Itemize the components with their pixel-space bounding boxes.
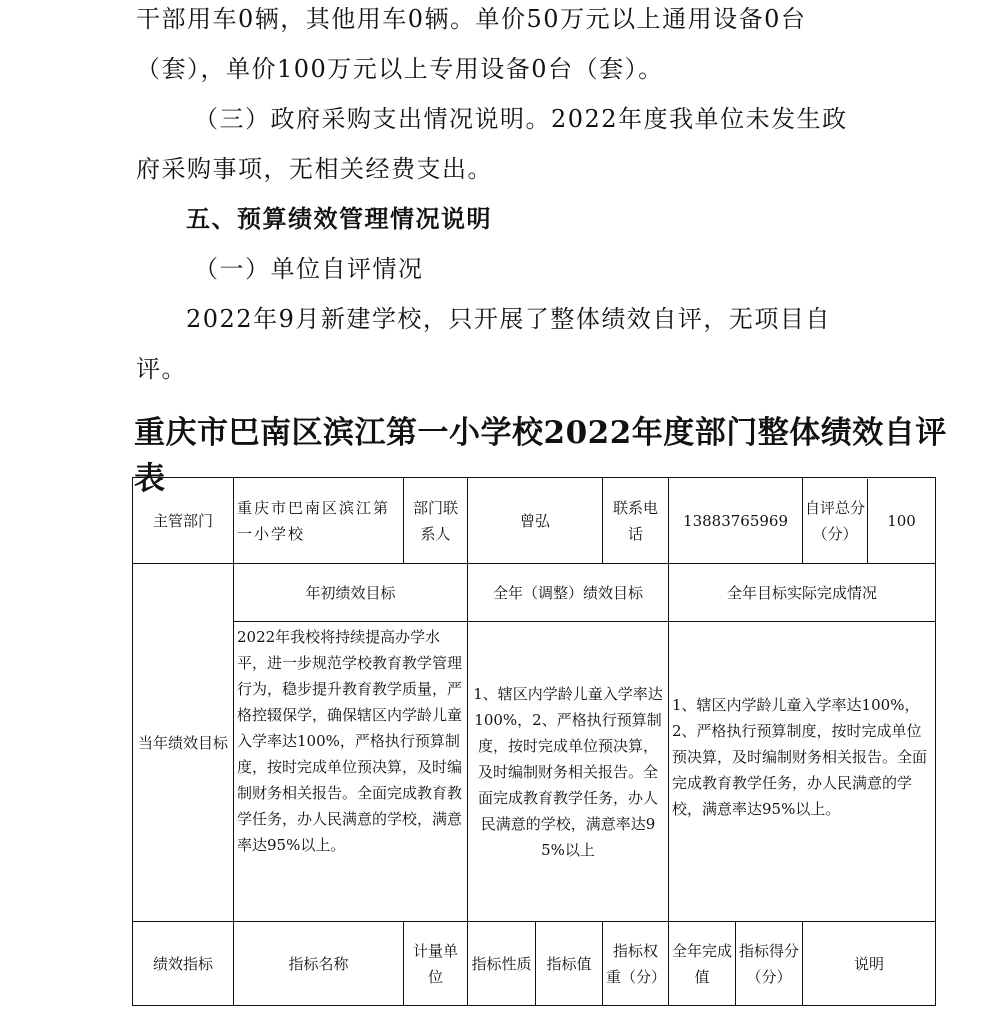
table-title: 重庆市巴南区滨江第一小学校2022年度部门整体绩效自评表 bbox=[134, 415, 947, 497]
section-heading-performance: 五、预算绩效管理情况说明 bbox=[186, 204, 492, 233]
dept-label-cell: 主管部门 bbox=[133, 478, 234, 564]
table-row-dept-info bbox=[133, 478, 936, 564]
actual-completion-text: 1、辖区内学龄儿童入学率达100%，2、严格执行预算制度，按时完成单位预决算，及时编制财务相关报告。全面完成教育教学任务，办人民满意的学校，满意率达95%以上。 bbox=[669, 622, 936, 922]
indicator-header-weight: 指标权重（分） bbox=[603, 922, 669, 1006]
contact-value-cell: 曾弘 bbox=[468, 478, 603, 564]
score-cell bbox=[803, 478, 936, 564]
paragraph-self-eval: 2022年9月新建学校，只开展了整体绩效自评，无项目自评。 bbox=[136, 305, 831, 383]
table-row-goal-headers bbox=[133, 564, 936, 622]
initial-goal-text: 2022年我校将持续提高办学水平，进一步规范学校教育教学管理行为，稳步提升教育教学质量，严格控辍保学，确保辖区内学龄儿童入学率达100%，严格执行预算制度，按时完成单位预决算，及时编制财务相关报告。全面完成教育教学任务，办人民满意的学校，满意率达95%以上。 bbox=[234, 622, 468, 922]
subsection-heading-self-eval: （一）单位自评情况 bbox=[194, 255, 424, 283]
indicator-header-score: 指标得分（分） bbox=[736, 922, 803, 1006]
paragraph-vehicles-equipment: 干部用车0辆，其他用车0辆。单价50万元以上通用设备0台（套），单价100万元以上专用设备0台（套）。 bbox=[136, 5, 807, 83]
phone-label-cell: 联系电话 bbox=[603, 478, 669, 564]
indicator-header-unit: 计量单位 bbox=[404, 922, 468, 1006]
table-row-goal-texts bbox=[133, 622, 936, 922]
indicator-header-notes: 说明 bbox=[803, 922, 936, 1006]
actual-completion-header: 全年目标实际完成情况 bbox=[669, 564, 936, 622]
score-value-cell: 100 bbox=[887, 511, 916, 530]
paragraph-procurement: （三）政府采购支出情况说明。2022年度我单位未发生政府采购事项，无相关经费支出。 bbox=[136, 105, 848, 183]
table-row-indicator-headers bbox=[133, 922, 936, 1006]
goals-row-label: 当年绩效目标 bbox=[133, 564, 234, 922]
adjusted-goal-header: 全年（调整）绩效目标 bbox=[468, 564, 669, 622]
performance-table bbox=[132, 477, 936, 1006]
indicator-header-completed: 全年完成值 bbox=[669, 922, 736, 1006]
indicator-header-nature: 指标性质 bbox=[468, 922, 536, 1006]
contact-label-cell: 部门联系人 bbox=[404, 478, 468, 564]
initial-goal-header: 年初绩效目标 bbox=[234, 564, 468, 622]
indicator-header-value: 指标值 bbox=[536, 922, 603, 1006]
phone-value-cell: 13883765969 bbox=[669, 478, 803, 564]
adjusted-goal-text: 1、辖区内学龄儿童入学率达100%，2、严格执行预算制度，按时完成单位预决算，及时编制财务相关报告。全面完成教育教学任务，办人民满意的学校，满意率达95%以上 bbox=[468, 622, 669, 922]
indicator-header-name: 指标名称 bbox=[234, 922, 404, 1006]
dept-value-cell: 重庆市巴南区滨江第一小学校 bbox=[234, 478, 404, 564]
score-label-cell: 自评总分（分） bbox=[803, 479, 868, 563]
indicator-header-category: 绩效指标 bbox=[133, 922, 234, 1006]
